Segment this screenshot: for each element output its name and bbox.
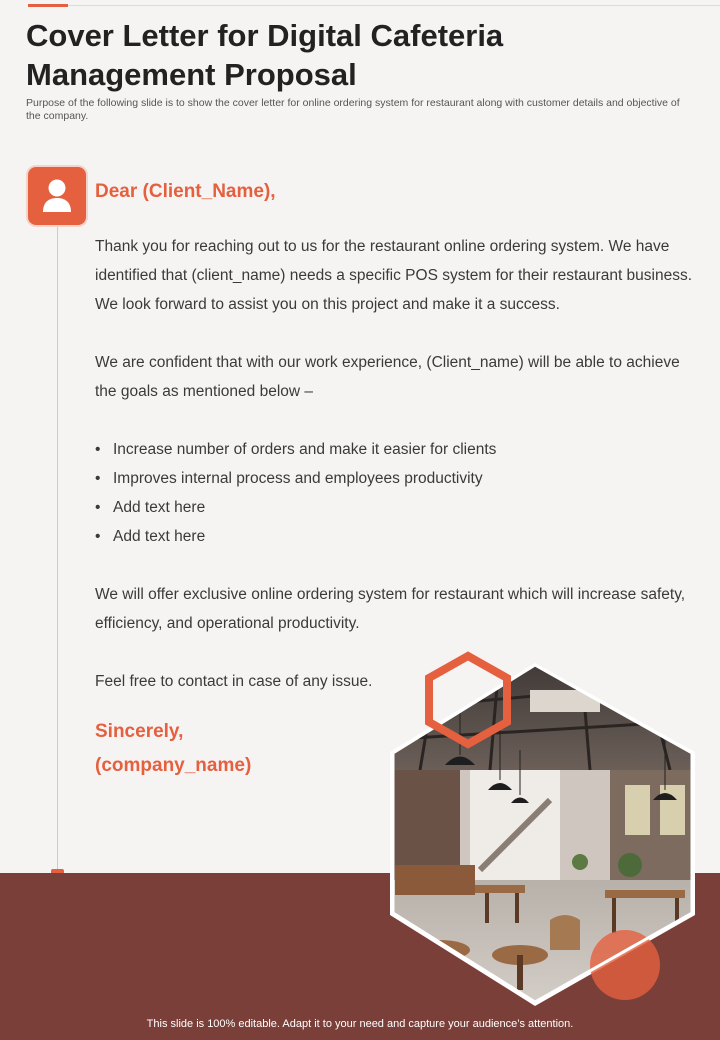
goals-list-item: • Increase number of orders and make it easier for clients — [95, 435, 695, 464]
closing-text: Sincerely, — [95, 721, 184, 742]
user-icon — [41, 178, 73, 214]
goals-list-item: • Add text here — [95, 493, 695, 522]
signoff — [95, 715, 251, 783]
bullet-icon: • — [95, 441, 101, 458]
page-title: Cover Letter for Digital Cafeteria Management Proposal — [26, 18, 504, 92]
goals-list — [95, 435, 695, 551]
top-divider — [68, 5, 720, 6]
timeline-line — [57, 222, 58, 872]
bullet-icon: • — [95, 470, 101, 487]
letter-paragraph-goals: We are confident that with our work experience, (Client_name) will be able to achieve the goals as mentioned below – — [95, 354, 680, 400]
goals-list-item: • Add text here — [95, 522, 695, 551]
letter-paragraph-contact: Feel free to contact in case of any issue. — [95, 673, 373, 690]
footer-note: This slide is 100% editable. Adapt it to your need and capture your audience’s attention. — [146, 1018, 574, 1030]
letter-paragraph-intro: Thank you for reaching out to us for the restaurant online ordering system. We have identified that (client_name) needs a specific POS system for their restaurant business. We look forward to assist you on this project and make it a success. — [95, 238, 693, 313]
goals-list-item: • Improves internal process and employees productivity — [95, 464, 695, 493]
avatar — [28, 167, 86, 225]
greeting: Dear (Client_Name), — [95, 181, 276, 202]
letter-paragraph-offer: We will offer exclusive online ordering system for restaurant which will increase safety, efficiency, and operational productivity. — [95, 586, 686, 632]
bullet-icon: • — [95, 528, 101, 545]
restaurant-photo-hexagon — [380, 650, 710, 1020]
bullet-icon: • — [95, 499, 101, 516]
top-accent-bar — [28, 4, 68, 7]
page-subtitle: Purpose of the following slide is to show the cover letter for online ordering system for restaurant along with customer details and objective of the company. — [26, 97, 680, 122]
company-name: (company_name) — [95, 755, 252, 776]
